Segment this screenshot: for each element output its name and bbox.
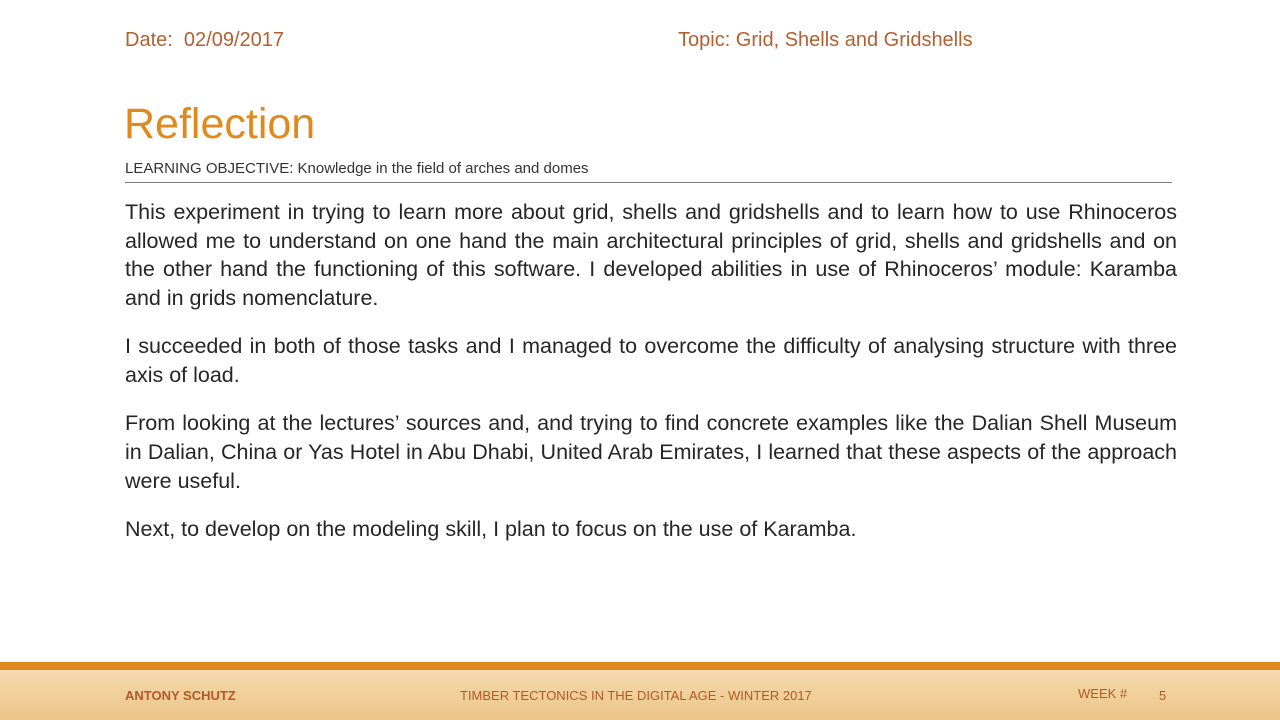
footer-accent-bar — [0, 662, 1280, 670]
body-paragraph: From looking at the lectures’ sources and, and trying to find concrete examples like the Dalian Shell Museum in Dalian, China or Yas Hotel in Abu Dhabi, United Arab Emirates, I learned that these aspects of the approach were useful. — [125, 411, 1177, 493]
footer-page-number: 5 — [1159, 688, 1167, 703]
body-paragraph: I succeeded in both of those tasks and I managed to overcome the difficulty of analysing structure with three axis of load. — [125, 334, 1177, 388]
slide-body — [125, 198, 1177, 563]
footer-author: ANTONY SCHUTZ — [125, 688, 236, 703]
footer-week-label: WEEK # — [1078, 686, 1128, 701]
learning-objective: LEARNING OBJECTIVE: Knowledge in the field of arches and domes — [125, 160, 589, 177]
slide-title: Reflection — [124, 100, 316, 148]
header-date: Date: 02/09/2017 — [125, 29, 285, 51]
body-paragraph: Next, to develop on the modeling skill, I plan to focus on the use of Karamba. — [125, 516, 857, 541]
footer-course-title: TIMBER TECTONICS IN THE DIGITAL AGE - WINTER 2017 — [460, 688, 812, 703]
objective-divider — [125, 182, 1172, 183]
body-paragraph: This experiment in trying to learn more about grid, shells and gridshells and to learn how to use Rhinoceros allowed me to understand on one hand the main architectural principles of grid, shells and gridshells and on the other hand the functioning of this software. I developed abilities in use of Rhinoceros’ module: Karamba and in grids nomenclature. — [125, 200, 1177, 311]
header-topic: Topic: Grid, Shells and Gridshells — [678, 29, 973, 51]
